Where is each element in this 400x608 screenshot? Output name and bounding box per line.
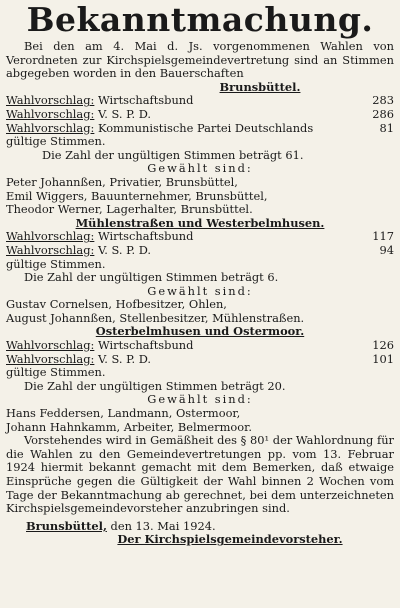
row-text: Wirtschaftsbund <box>97 338 194 353</box>
elected-person: August Johannßen, Stellenbesitzer, Mühlenstraßen. <box>6 310 305 325</box>
row-text: V. S. P. D. <box>97 106 152 121</box>
place-text: Brunsbüttel, <box>26 518 107 533</box>
row-label: Wahlvorschlag: <box>6 242 95 257</box>
row-text: Wirtschaftsbund <box>97 93 194 108</box>
valid-votes-text: gültige Stimmen. <box>6 365 106 380</box>
section-heading-muehlenstrassen: Mühlenstraßen und Westerbelmhusen. <box>75 215 325 230</box>
valid-votes-text: gültige Stimmen. <box>6 134 106 149</box>
elected-person: Theodor Werner, Lagerhalter, Brunsbüttel. <box>6 202 253 217</box>
vote-row <box>6 122 394 136</box>
section-heading-osterbelmhusen: Osterbelmhusen und Ostermoor. <box>95 324 305 339</box>
intro-paragraph: Bei den am 4. Mai d. Js. vorgenommenen Wahlen von Verordneten zur Kirchspielsgemeindevertretung sind an Stimmen abgegeben worden in den Bauerschaften <box>6 39 394 81</box>
row-value: 126 <box>372 338 394 353</box>
row-text: Wirtschaftsbund <box>97 229 194 244</box>
notice-title: Bekanntmachung. <box>26 0 374 39</box>
date-text: den 13. Mai 1924. <box>110 518 216 533</box>
vote-row <box>6 94 394 108</box>
row-text: V. S. P. D. <box>97 351 152 366</box>
vote-row <box>6 339 394 353</box>
elected-person: Johann Hahnkamm, Arbeiter, Belmermoor. <box>6 419 252 434</box>
row-label: Wahlvorschlag: <box>6 351 95 366</box>
valid-votes-text: gültige Stimmen. <box>6 256 106 271</box>
signature: Der Kirchspielsgemeindevorsteher. <box>117 532 343 547</box>
closing-paragraph: Vorstehendes wird in Gemäßheit des § 80¹ der Wahlordnung für die Wahlen zu den Gemeindevertretungen pp. vom 13. Februar 1924 hiermit bekannt gemacht mit dem Bemerken, daß etwaige Einsprüche gegen die Gültigkeit der Wahl binnen 2 Wochen vom Tage der Bekanntmachung ab gerechnet, bei dem unterzeichneten Kirchspielsgemeindevorsteher anzubringen sind. <box>6 433 394 516</box>
vote-row <box>6 108 394 122</box>
row-text: V. S. P. D. <box>97 242 152 257</box>
elected-person: Hans Feddersen, Landmann, Ostermoor, <box>6 406 241 421</box>
elected-person: Peter Johannßen, Privatier, Brunsbüttel, <box>6 174 238 189</box>
row-text: Kommunistische Partei Deutschlands <box>97 120 314 135</box>
row-label: Wahlvorschlag: <box>6 338 95 353</box>
elected-person: Emil Wiggers, Bauunternehmer, Brunsbüttel, <box>6 188 268 203</box>
place-date-line <box>6 520 394 534</box>
vote-row <box>6 244 394 258</box>
elected-heading: Gewählt sind: <box>147 283 253 298</box>
row-label: Wahlvorschlag: <box>6 106 95 121</box>
invalid-votes-text: Die Zahl der ungültigen Stimmen beträgt 20. <box>24 378 286 393</box>
row-value: 101 <box>372 351 394 366</box>
vote-row <box>6 230 394 244</box>
row-label: Wahlvorschlag: <box>6 120 95 135</box>
invalid-votes-text: Die Zahl der ungültigen Stimmen beträgt 61. <box>42 147 304 162</box>
row-value: 286 <box>372 106 394 121</box>
section-heading-brunsbuettel: Brunsbüttel. <box>219 79 301 94</box>
row-label: Wahlvorschlag: <box>6 93 95 108</box>
invalid-votes-text: Die Zahl der ungültigen Stimmen beträgt 6. <box>24 270 279 285</box>
row-value: 117 <box>372 229 394 244</box>
row-value: 81 <box>379 120 394 135</box>
vote-row <box>6 353 394 367</box>
row-value: 94 <box>379 242 394 257</box>
row-label: Wahlvorschlag: <box>6 229 95 244</box>
elected-heading: Gewählt sind: <box>147 392 253 407</box>
elected-person: Gustav Cornelsen, Hofbesitzer, Ohlen, <box>6 297 227 312</box>
elected-heading: Gewählt sind: <box>147 161 253 176</box>
row-value: 283 <box>372 93 394 108</box>
